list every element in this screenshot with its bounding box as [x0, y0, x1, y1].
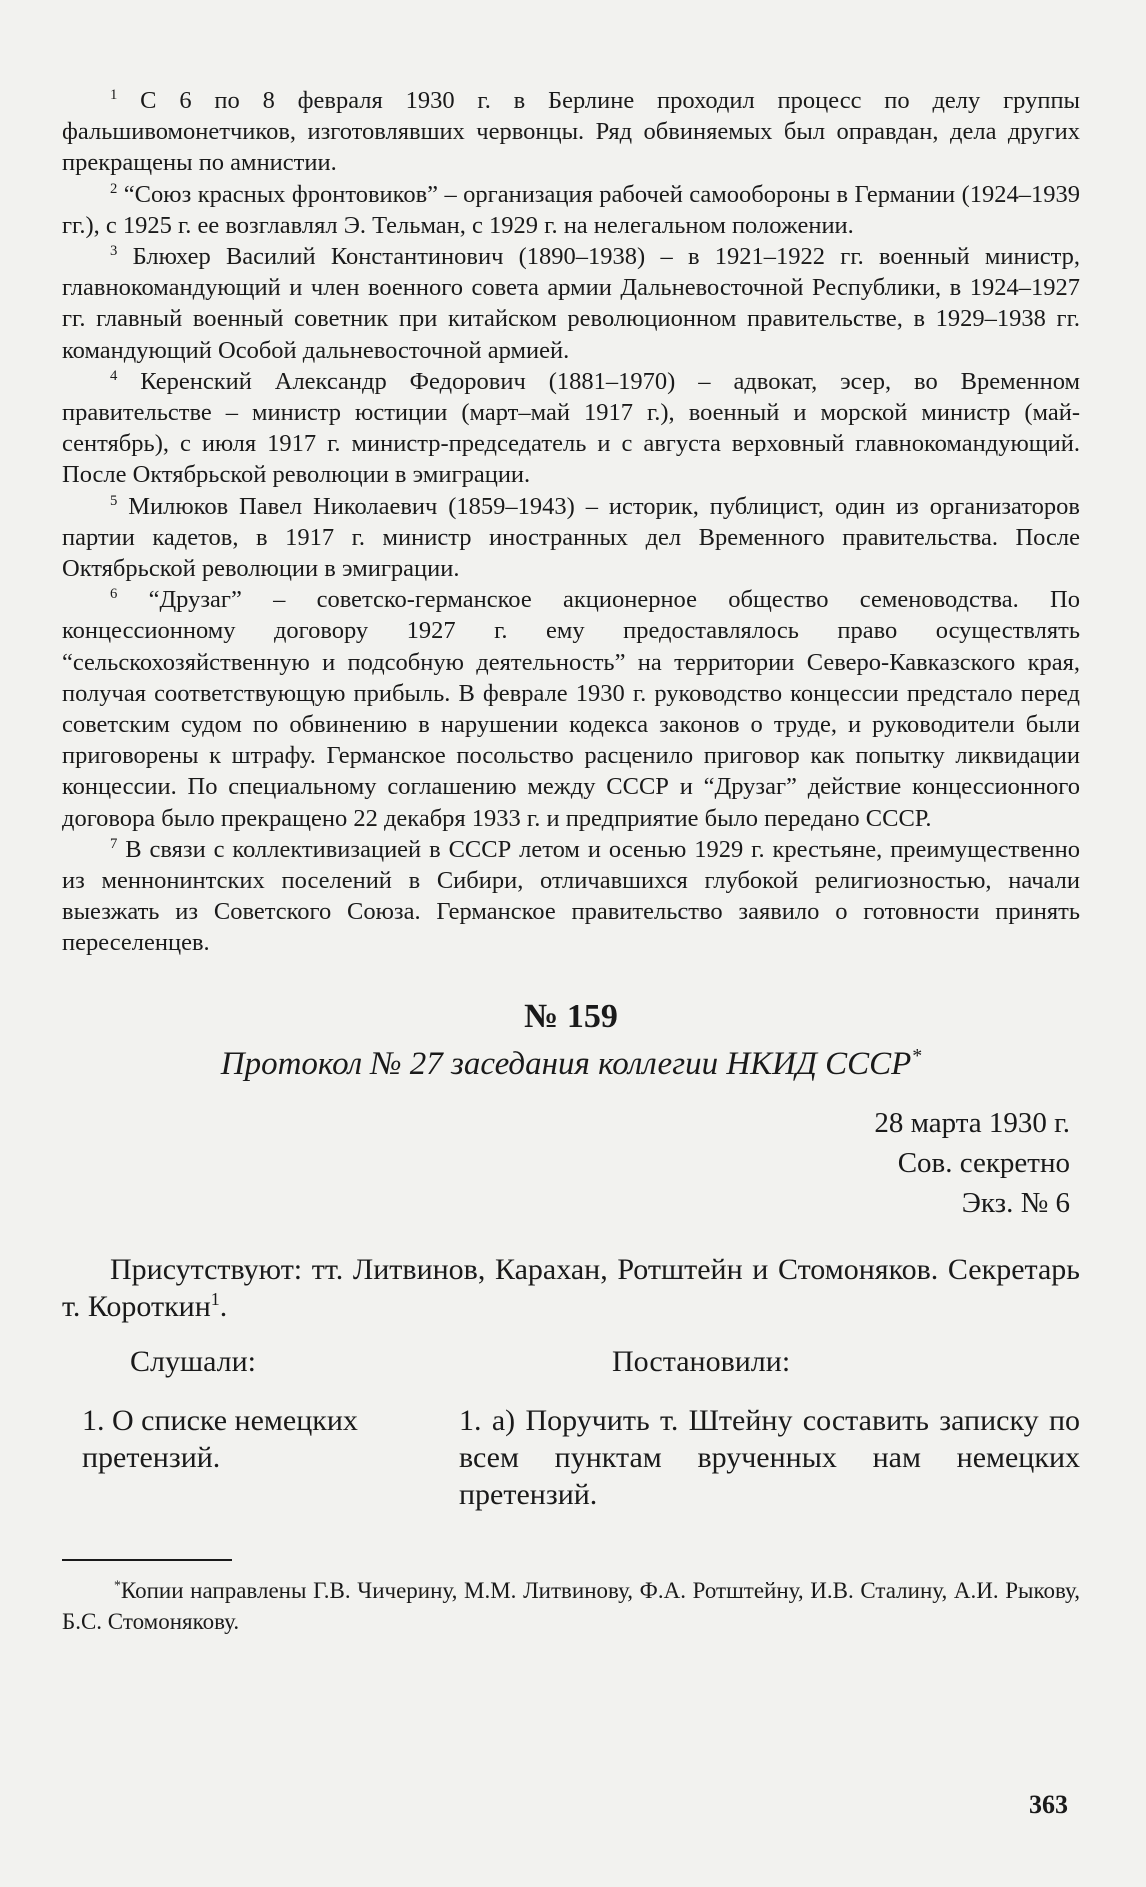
heard-label: Слушали: — [130, 1344, 257, 1378]
footnote: $^3$ Блюхер Василий Константинович (1890–1938) – в 1921–1922 гг. военный министр, главнокомандующий и член военного совета армии Дальневосточной Республики, в 1924–1927 гг. главный военный советник при китайском революционном правительстве, в 1929–1938 гг. командующий Особой дальневосточной армией. — [62, 242, 1080, 364]
item-resolved: 1. а) Поручить т. Штейну составить записку по всем пунктам врученных нам немецких претензий. — [459, 1403, 1080, 1511]
footnote: $^1$ С 6 по 8 февраля 1930 г. в Берлине проходил процесс по делу группы фальшивомонетчиков, изготовлявших червонцы. Ряд обвиняемых был оправдан, дела других прекращены по амнистии. — [62, 86, 1081, 177]
footnote: $^7$ В связи с коллективизацией в СССР летом и осенью 1929 г. крестьяне, преимущественно из меннонинтских поселений в Сибири, отличавшихся глубокой религиозностью, начали выезжать из Советского Союза. Германское правительство заявило о готовности принять переселенцев. — [62, 835, 1080, 957]
item-heard: 1. О списке немецких претензий. — [82, 1403, 358, 1474]
footnote-divider — [62, 1559, 232, 1561]
columns-header — [62, 1343, 1080, 1380]
footnote: $^6$ “Друзаг” – советско-германское акционерное общество семеноводства. По концессионному договору 1927 г. ему предоставлялось право осуществлять “сельскохозяйственную и подсобную деятельность” на территории Северо-Кавказского края, получая соответствующую прибыль. В феврале 1930 г. руководство концессии предстало перед советским судом по обвинению в нарушении кодекса законов о труде, и руководители были приговорены к штрафу. Германское посольство расценило приговор как попытку ликвидации концессии. По специальному соглашению между СССР и “Друзаг” действие концессионного договора было прекращено 22 декабря 1933 г. и предприятие было передано СССР. — [62, 586, 1080, 832]
footnotes-block — [62, 85, 1080, 959]
attendees: Присутствуют: тт. Литвинов, Карахан, Ротштейн и Стомоняков. Секретарь т. Короткин$^1$. — [62, 1252, 1080, 1323]
page-footnote: *Копии направлены Г.В. Чичерину, М.М. Литвинову, Ф.А. Ротштейну, И.В. Сталину, А.И. Рыкову, Б.С. Стомонякову. — [62, 1577, 1080, 1634]
document-title: Протокол № 27 заседания коллегии НКИД СССР* — [220, 1044, 922, 1082]
footnote: $^2$ “Союз красных фронтовиков” – организация рабочей самообороны в Германии (1924–1939 гг.), с 1925 г. ее возглавлял Э. Тельман, с 1929 г. на нелегальном положении. — [62, 180, 1081, 239]
footnote: $^4$ Керенский Александр Федорович (1881–1970) – адвокат, эсер, во Временном правительстве – министр юстиции (март–май 1917 г.), военный и морской министр (май-сентябрь), с июля 1917 г. министр-председатель и с августа верховный главнокомандующий. После Октябрьской революции в эмиграции. — [62, 367, 1080, 489]
page-number: 363 — [1029, 1790, 1068, 1819]
resolved-label: Постановили: — [612, 1344, 791, 1378]
agenda-item — [62, 1402, 1080, 1513]
classification: Сов. секретно — [897, 1146, 1070, 1179]
footnote: $^5$ Милюков Павел Николаевич (1859–1943) – историк, публицист, один из организаторов партии кадетов, в 1917 г. министр иностранных дел Временного правительства. После Октябрьской революции в эмиграции. — [62, 492, 1080, 583]
document-meta — [62, 1103, 1080, 1223]
document-number: № 159 — [524, 997, 618, 1035]
document-date: 28 марта 1930 г. — [874, 1106, 1070, 1139]
copy-number: Экз. № 6 — [961, 1186, 1070, 1219]
